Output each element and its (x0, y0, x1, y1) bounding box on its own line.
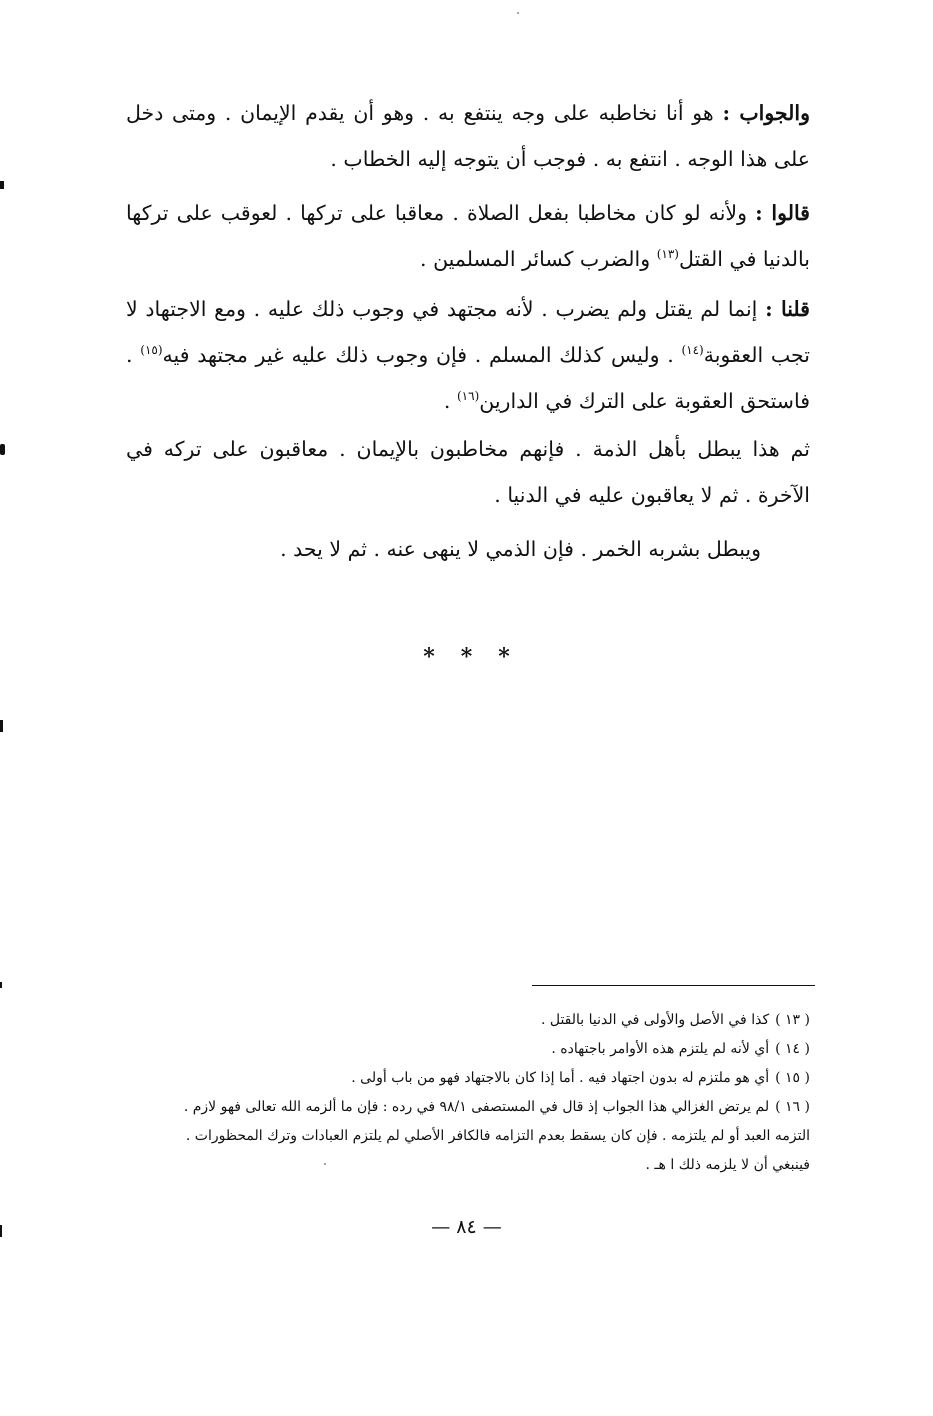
paragraph-label: قلنا : (765, 297, 810, 321)
paragraph-text: والضرب كسائر المسلمين . (420, 247, 651, 271)
paragraph-text: ولأنه لو كان مخاطبا بفعل الصلاة . معاقبا على تركها . لعوقب على تركها بالدنيا في القتل (126, 201, 810, 271)
paragraph-text: . (443, 389, 451, 413)
star-glyph: * (423, 644, 435, 670)
paragraph-label: والجواب : (722, 101, 810, 125)
scan-mark (0, 181, 4, 189)
footnote-reference: (١٦) (456, 389, 480, 404)
footnote-item (134, 1064, 810, 1093)
scan-speck (517, 12, 519, 14)
footnote-item (134, 1035, 810, 1064)
footnotes (134, 1006, 810, 1180)
footnote-item (134, 1093, 810, 1122)
scan-mark (0, 982, 2, 988)
footnote-continuation (134, 1122, 810, 1151)
paragraph-text: . وليس كذلك المسلم . فإن وجوب ذلك عليه غير مجتهد فيه (162, 343, 674, 367)
footnote-text: التزمه العبد أو لم يلتزمه . فإن كان يسقط بعدم التزامه فالكافر الأصلي لم يلتزم العبادات وترك المحظورات . (185, 1128, 810, 1144)
footnote-text: كذا في الأصل والأولى في الدنيا بالقتل . (540, 1012, 770, 1028)
footnote-reference: (١٥) (140, 343, 163, 358)
paragraph-dhimmi (126, 426, 810, 518)
footnote-text: لم يرتض الغزالي هذا الجواب إذ قال في المستصفى ٩٨/١ في رده : فإن ما ألزمه الله تعالى فهو لازم . (183, 1099, 770, 1115)
star-glyph: * (460, 644, 473, 670)
paragraph-text: . فاستحق العقوبة على الترك في الدارين (126, 343, 810, 413)
footnote-continuation (134, 1151, 810, 1180)
paragraph-objection (126, 190, 810, 282)
page-number: — ٨٤ — (431, 1216, 502, 1238)
scan-mark (0, 1225, 2, 1237)
scan-speck (324, 1163, 326, 1165)
paragraph-label: قالوا : (755, 201, 810, 225)
footnote-item (134, 1006, 810, 1035)
paragraph-text: ثم هذا يبطل بأهل الذمة . فإنهم مخاطبون بالإيمان . معاقبون على تركه في الآخرة . ثم لا يعاقبون عليه في الدنيا . (126, 437, 810, 507)
paragraph-text: ويبطل بشربه الخمر . فإن الذمي لا ينهى عنه . ثم لا يحد . (280, 537, 761, 561)
footnote-text: أي لأنه لم يلتزم هذه الأوامر باجتهاده . (551, 1041, 770, 1057)
scan-mark (0, 720, 3, 732)
paragraph-wine (280, 526, 761, 572)
footnote-number: ( ١٦ ) (775, 1099, 810, 1115)
footnote-text: فينبغي أن لا يلزمه ذلك ا هـ . (645, 1157, 810, 1173)
footnote-number: ( ١٤ ) (775, 1041, 810, 1057)
footnote-reference: (١٤) (681, 343, 704, 358)
paragraph-text: إنما لم يقتل ولم يضرب . لأنه مجتهد في وجوب ذلك عليه . ومع الاجتهاد لا تجب العقوبة (126, 297, 810, 367)
footnote-reference: (١٣) (656, 247, 679, 262)
footnote-divider (532, 985, 815, 986)
paragraph-reply (126, 286, 810, 424)
footnote-text: أي هو ملتزم له بدون اجتهاد فيه . أما إذا كان بالاجتهاد فهو من باب أولى . (351, 1070, 770, 1086)
scan-mark (0, 444, 5, 455)
paragraph-text: هو أنا نخاطبه على وجه ينتفع به . وهو أن يقدم الإيمان . ومتى دخل على هذا الوجه . انتفع به . فوجب أن يتوجه إليه الخطاب . (126, 101, 810, 171)
paragraph-answer (126, 90, 810, 182)
star-glyph: * (498, 644, 510, 670)
footnote-number: ( ١٥ ) (775, 1070, 810, 1086)
section-separator (0, 644, 933, 670)
footnote-number: ( ١٣ ) (775, 1012, 810, 1028)
